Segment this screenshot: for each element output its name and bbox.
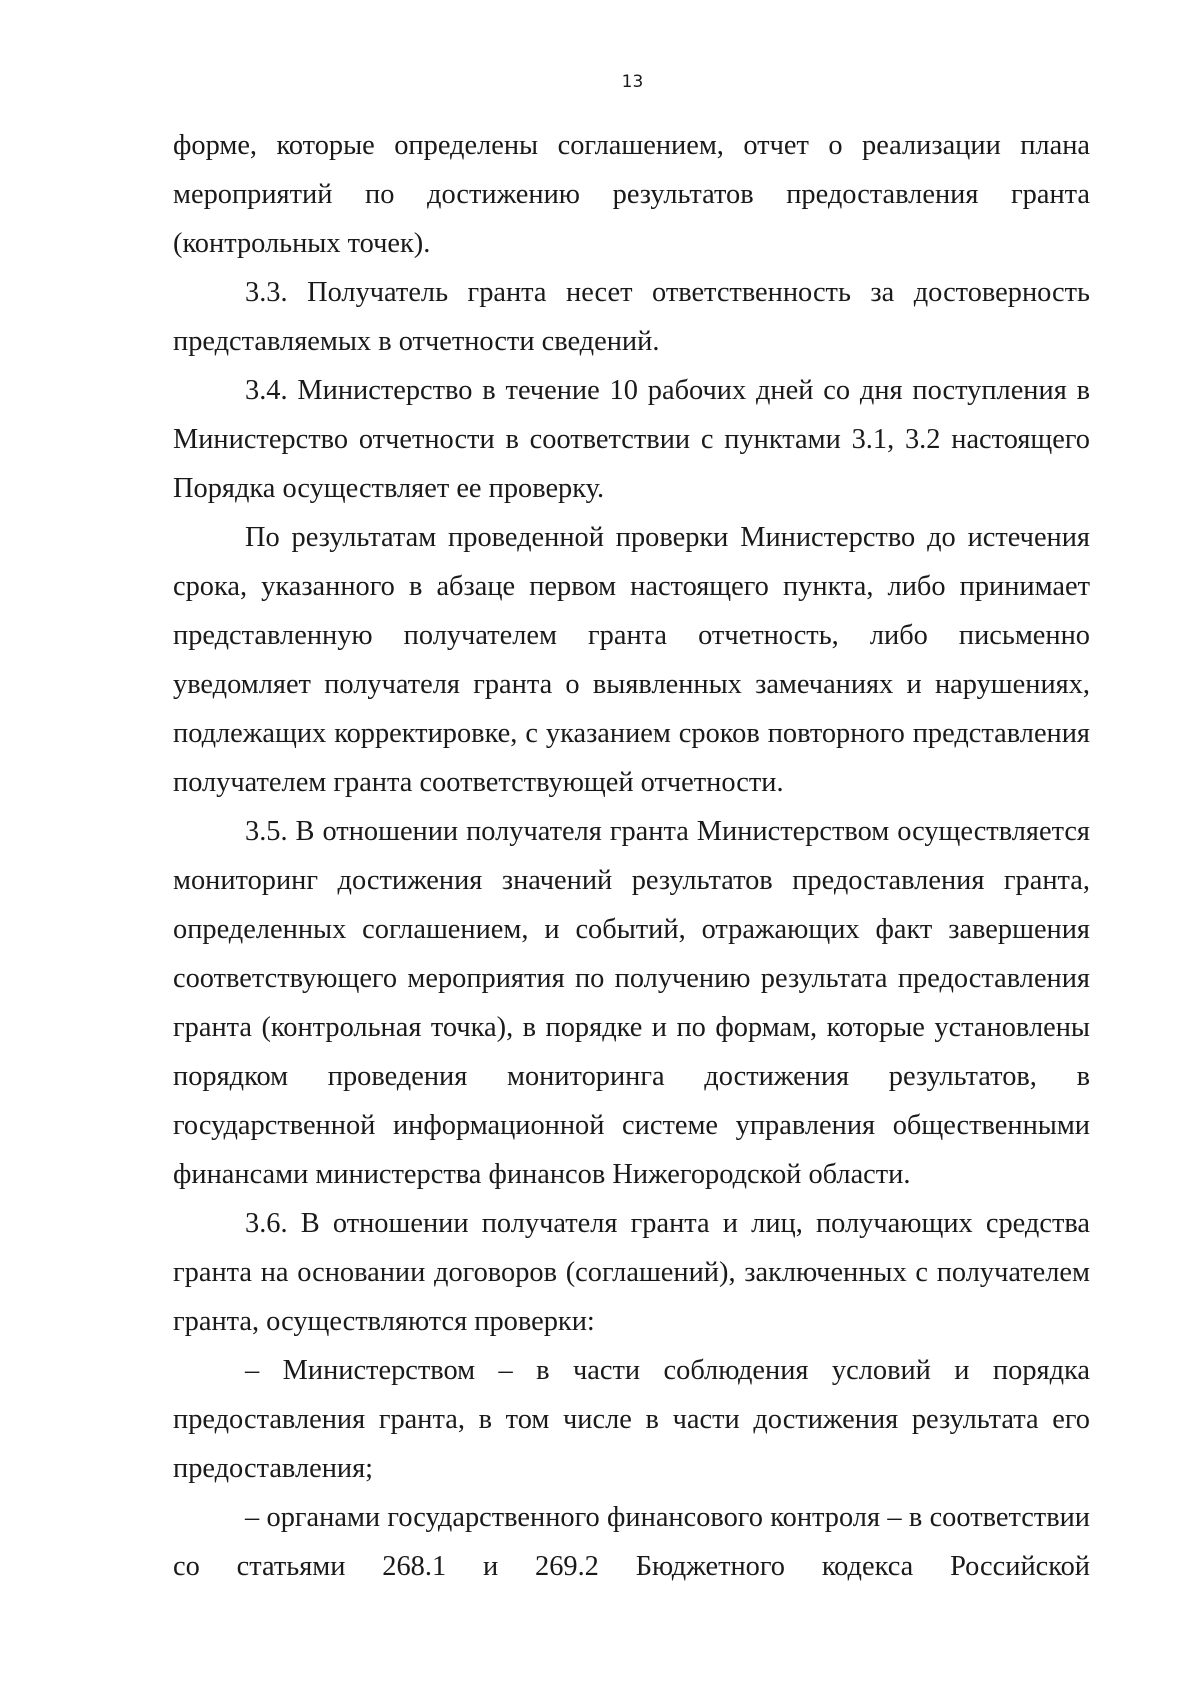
paragraph-3-3: 3.3. Получатель гранта несет ответственность за достоверность представляемых в отчетности сведений. bbox=[173, 277, 1090, 357]
document-body bbox=[173, 121, 1090, 1591]
paragraph-3-4: 3.4. Министерство в течение 10 рабочих дней со дня поступления в Министерство отчетности в соответствии с пунктами 3.1, 3.2 настоящего Порядка осуществляет ее проверку. bbox=[173, 375, 1090, 504]
list-item-ministry: – Министерством – в части соблюдения условий и порядка предоставления гранта, в том числе в части достижения результата его предоставления; bbox=[173, 1355, 1090, 1484]
paragraph-3-5: 3.5. В отношении получателя гранта Министерством осуществляется мониторинг достижения значений результатов предоставления гранта, определенных соглашением, и событий, отражающих факт завершения соответствующего мероприятия по получению результата предоставления гранта (контрольная точка), в порядке и по формам, которые установлены порядком проведения мониторинга достижения результатов, в государственной информационной системе управления общественными финансами министерства финансов Нижегородской области. bbox=[173, 816, 1090, 1190]
paragraph-continuation: форме, которые определены соглашением, отчет о реализации плана мероприятий по достижению результатов предоставления гранта (контрольных точек). bbox=[173, 130, 1090, 259]
page-number: 13 bbox=[621, 72, 644, 92]
list-item-control-bodies: – органами государственного финансового контроля – в соответствии со статьями 268.1 и 269.2 Бюджетного кодекса Российской bbox=[173, 1502, 1090, 1582]
paragraph-3-6: 3.6. В отношении получателя гранта и лиц, получающих средства гранта на основании договоров (соглашений), заключенных с получателем гранта, осуществляются проверки: bbox=[173, 1208, 1090, 1337]
paragraph-3-4-results: По результатам проведенной проверки Министерство до истечения срока, указанного в абзаце первом настоящего пункта, либо принимает представленную получателем гранта отчетность, либо письменно уведомляет получателя гранта о выявленных замечаниях и нарушениях, подлежащих корректировке, с указанием сроков повторного представления получателем гранта соответствующей отчетности. bbox=[173, 522, 1090, 798]
